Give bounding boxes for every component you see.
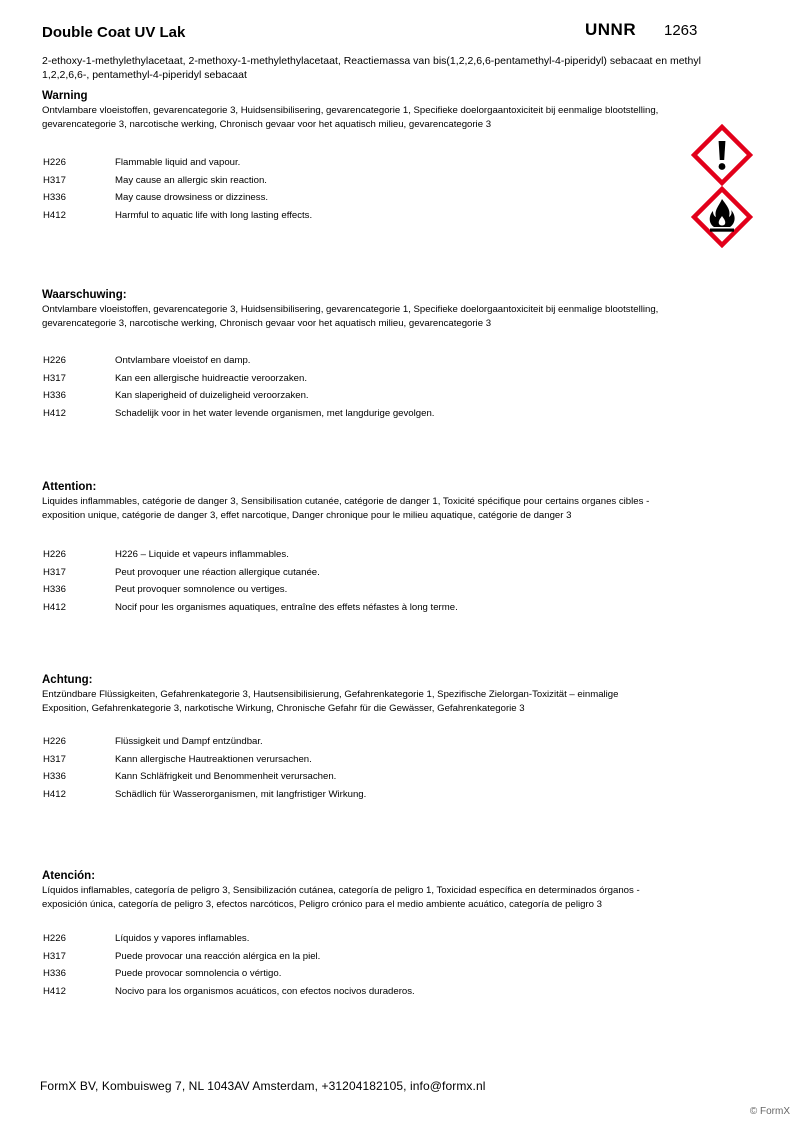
hazard-code: H226	[43, 355, 66, 366]
unnr-number: 1263	[664, 22, 698, 39]
hazard-statement	[42, 372, 667, 390]
hazard-code: H336	[43, 968, 66, 979]
section-warning-de	[42, 673, 667, 800]
hazard-description: Liquides inflammables, catégorie de danger 3, Sensibilisation cutanée, catégorie de danger 1, Toxicité spécifique pour certains organes cibles - exposition unique, catégorie de danger 3, effet narcotique, Danger chronique pour le milieu aquatique, catégorie de danger 3	[42, 496, 650, 521]
hazard-text: Peut provoquer une réaction allergique cutanée.	[115, 566, 320, 578]
hazard-text: Schadelijk voor in het water levende organismen, met langdurige gevolgen.	[115, 407, 435, 419]
hazard-statement	[42, 753, 667, 771]
hazard-statement-list	[42, 354, 667, 424]
hazard-statement	[42, 548, 667, 566]
hazard-statement-list	[42, 548, 667, 618]
hazard-code: H412	[43, 601, 66, 613]
hazard-text: Peut provoquer somnolence ou vertiges.	[115, 584, 288, 595]
hazard-description: Líquidos inflamables, categoría de peligro 3, Sensibilización cutánea, categoría de peligro 1, Toxicidad específica en determinados órganos - exposición única, categoría de peligro 3, efectos narcóticos, Peligro crónico para el medio ambiente acuático, categoría de peligro 3	[42, 885, 640, 910]
signal-word: Achtung:	[42, 674, 93, 686]
hazard-text: Puede provocar una reacción alérgica en la piel.	[115, 950, 321, 962]
hazard-code: H336	[43, 192, 66, 203]
hazard-text: Ontvlambare vloeistof en damp.	[115, 355, 251, 366]
copyright-notice: © FormX	[749, 1106, 790, 1117]
hazard-description: Ontvlambare vloeistoffen, gevarencategorie 3, Huidsensibilisering, gevarencategorie 1, Specifieke doelorgaantoxiciteit bij eenmalige blootstelling, gevarencategorie 3, narcotische werking, Chronisch gevaar voor het aquatisch milieu, gevarencategorie 3	[42, 304, 659, 329]
hazard-code: H412	[43, 985, 66, 997]
hazard-statement-list	[42, 735, 667, 805]
hazard-text: Puede provocar somnolencia o vértigo.	[115, 968, 282, 979]
hazard-statement	[42, 788, 667, 806]
hazard-text: Kann Schläfrigkeit und Benommenheit verursachen.	[115, 771, 337, 782]
hazard-statement	[42, 407, 667, 425]
hazard-text: Líquidos y vapores inflamables.	[115, 933, 250, 944]
hazard-code: H226	[43, 933, 66, 944]
hazard-code: H317	[43, 566, 66, 578]
hazard-code: H336	[43, 771, 66, 782]
hazard-statement	[42, 174, 667, 192]
hazard-text: May cause drowsiness or dizziness.	[115, 192, 269, 203]
hazard-text: Nocif pour les organismes aquatiques, entraîne des effets néfastes à long terme.	[115, 601, 458, 613]
hazard-statement	[42, 156, 667, 174]
hazard-text: Kann allergische Hautreaktionen verursachen.	[115, 753, 312, 765]
ingredients-list: 2-ethoxy-1-methylethylacetaat, 2-methoxy-1-methylethylacetaat, Reactiemassa van bis(1,2,2,6,6-pentamethyl-4-piperidyl) sebacaat en methyl 1,2,2,6,6-, pentamethyl-4-piperidyl sebacaat	[42, 55, 701, 81]
hazard-code: H336	[43, 584, 66, 595]
hazard-text: Kan een allergische huidreactie veroorzaken.	[115, 372, 307, 384]
hazard-statement-list	[42, 932, 667, 1002]
hazard-text: May cause an allergic skin reaction.	[115, 174, 267, 186]
hazard-statement	[42, 950, 667, 968]
hazard-text: Kan slaperigheid of duizeligheid veroorzaken.	[115, 390, 309, 401]
hazard-statement	[42, 354, 667, 372]
hazard-code: H336	[43, 390, 66, 401]
hazard-code: H412	[43, 407, 66, 419]
signal-word: Warning	[42, 90, 88, 102]
section-warning-nl	[42, 288, 667, 419]
hazard-statement	[42, 209, 667, 227]
hazard-statement	[42, 770, 667, 788]
hazard-text: Flüssigkeit und Dampf entzündbar.	[115, 736, 263, 747]
section-warning-es	[42, 869, 667, 997]
hazard-code: H317	[43, 950, 66, 962]
signal-word: Attention:	[42, 481, 97, 493]
product-name: Double Coat UV Lak	[42, 24, 186, 41]
hazard-statement-list	[42, 156, 667, 226]
unnr-label: UNNR	[585, 20, 637, 39]
hazard-code: H317	[43, 753, 66, 765]
hazard-code: H226	[43, 736, 66, 747]
hazard-code: H226	[43, 157, 66, 168]
hazard-text: Flammable liquid and vapour.	[115, 157, 241, 168]
hazard-code: H317	[43, 174, 66, 186]
hazard-statement	[42, 583, 667, 601]
hazard-statement	[42, 967, 667, 985]
hazard-code: H317	[43, 372, 66, 384]
hazard-statement	[42, 932, 667, 950]
hazard-statement	[42, 566, 667, 584]
hazard-text: Nocivo para los organismos acuáticos, con efectos nocivos duraderos.	[115, 985, 415, 997]
hazard-code: H412	[43, 209, 66, 221]
section-warning-en	[42, 89, 667, 221]
company-address: FormX BV, Kombuisweg 7, NL 1043AV Amsterdam, +31204182105, info@formx.nl	[40, 1079, 486, 1093]
exclamation-mark-icon	[691, 124, 753, 186]
signal-word: Waarschuwing:	[42, 289, 127, 301]
hazard-text: Schädlich für Wasserorganismen, mit langfristiger Wirkung.	[115, 788, 367, 800]
hazard-statement	[42, 601, 667, 619]
hazard-code: H412	[43, 788, 66, 800]
hazard-description: Ontvlambare vloeistoffen, gevarencategorie 3, Huidsensibilisering, gevarencategorie 1, Specifieke doelorgaantoxiciteit bij eenmalige blootstelling, gevarencategorie 3, narcotische werking, Chronisch gevaar voor het aquatisch milieu, gevarencategorie 3	[42, 105, 659, 130]
hazard-code: H226	[43, 549, 66, 560]
section-warning-fr	[42, 480, 667, 613]
flame-icon	[691, 186, 753, 248]
hazard-statement	[42, 191, 667, 209]
signal-word: Atención:	[42, 870, 96, 882]
hazard-statement	[42, 735, 667, 753]
hazard-description: Entzündbare Flüssigkeiten, Gefahrenkategorie 3, Hautsensibilisierung, Gefahrenkategorie 1, Spezifische Zielorgan-Toxizität – einmalige Exposition, Gefahrenkategorie 3, narkotische Wirkung, Chronische Gefahr für die Gewässer, Gefahrenkategorie 3	[42, 689, 619, 714]
hazard-text: H226 – Liquide et vapeurs inflammables.	[115, 549, 289, 560]
hazard-text: Harmful to aquatic life with long lasting effects.	[115, 209, 313, 221]
hazard-statement	[42, 985, 667, 1003]
hazard-statement	[42, 389, 667, 407]
